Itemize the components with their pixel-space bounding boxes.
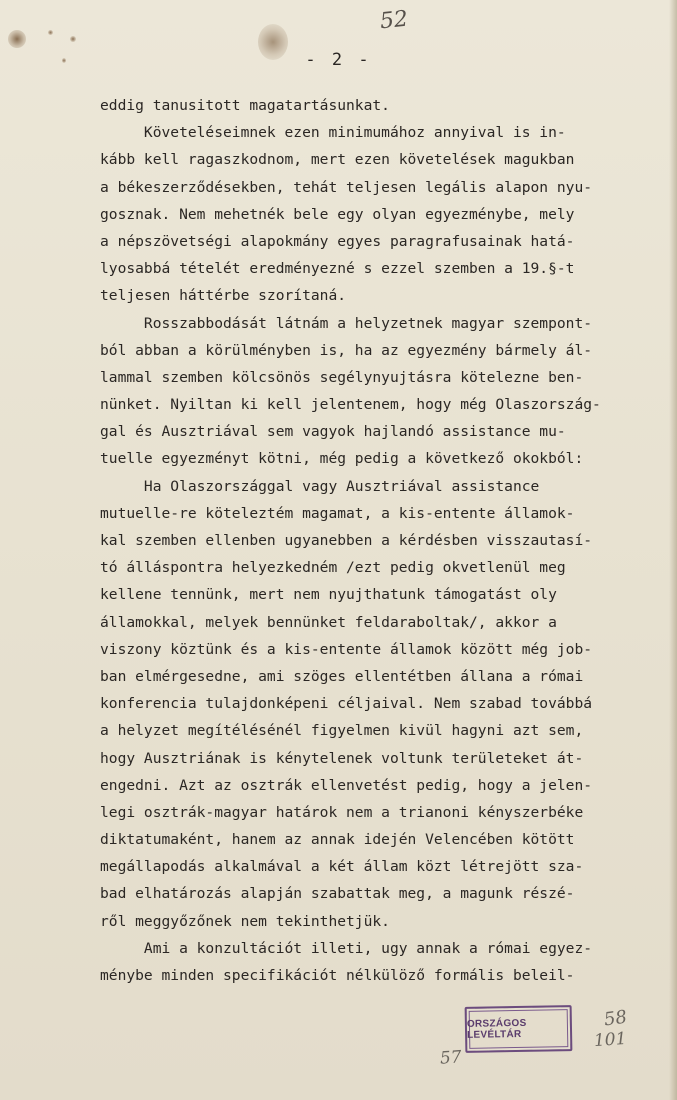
- text-line: megállapodás alkalmával a két állam közt létrejött sza-: [100, 858, 584, 876]
- text-line: államokkal, melyek bennünket feldaraboltak/, akkor a: [100, 613, 557, 631]
- text-line: lammal szemben kölcsönös segélynyujtásra kötelezne ben-: [100, 368, 584, 386]
- text-line: tó álláspontra helyezkedném /ezt pedig okvetlenül meg: [100, 559, 566, 577]
- text-line: gal és Ausztriával sem vagyok hajlandó assistance mu-: [100, 423, 566, 441]
- text-line: lyosabbá tételét eredményezné s ezzel szemben a 19.§-t: [100, 260, 575, 278]
- pencil-folio-bottom: 57: [439, 1047, 463, 1069]
- text-line: Ami a konzultációt illeti, ugy annak a római egyez-: [100, 939, 593, 957]
- text-line: viszony köztünk és a kis-entente államok között még job-: [100, 640, 593, 658]
- text-line: ről meggyőzőnek nem tekinthetjük.: [100, 912, 390, 930]
- text-line: konferencia tulajdonképeni céljaival. Nem szabad továbbá: [100, 695, 593, 713]
- text-line: kább kell ragaszkodnom, mert ezen követelések magukban: [100, 151, 575, 169]
- page-edge-shadow: [669, 0, 677, 1100]
- text-line: ménybe minden specifikációt nélkülöző formális beleil-: [100, 967, 575, 984]
- typewritten-body: [100, 92, 670, 989]
- text-line: kal szemben ellenben ugyanebben a kérdésben visszautasí-: [100, 532, 593, 549]
- binder-hole-mark: [8, 30, 26, 48]
- archive-stamp: ORSZÁGOS LEVÉLTÁR: [465, 1005, 573, 1053]
- text-line: a helyzet megítélésénél figyelmen kivül hagyni azt sem,: [100, 722, 584, 740]
- speck-mark: [48, 30, 53, 35]
- text-line: teljesen háttérbe szorítaná.: [100, 287, 347, 305]
- text-line: eddig tanusitott magatartásunkat.: [100, 97, 390, 114]
- pencil-folio-upper: 58: [602, 1006, 629, 1031]
- text-line: mutuelle-re köteleztém magamat, a kis-entente államok-: [100, 504, 575, 522]
- text-line: nünket. Nyiltan ki kell jelentenem, hogy még Olaszország-: [100, 396, 601, 414]
- text-line: diktatumaként, hanem az annak idején Velencében kötött: [100, 831, 575, 849]
- speck-mark: [70, 36, 76, 42]
- text-line: Rosszabbodását látnám a helyzetnek magyar szempont-: [100, 314, 593, 332]
- text-line: tuelle egyezményt kötni, még pedig a következő okokból:: [100, 450, 584, 468]
- text-line: gosznak. Nem mehetnék bele egy olyan egyezménybe, mely: [100, 205, 575, 223]
- text-line: hogy Ausztriának is kénytelenek voltunk területeket át-: [100, 749, 584, 767]
- text-line: a népszövetségi alapokmány egyes paragrafusainak hatá-: [100, 232, 575, 250]
- pencil-folio-lower: 101: [593, 1028, 628, 1052]
- text-line: Ha Olaszországgal vagy Ausztriával assistance: [100, 477, 540, 495]
- text-line: Követeléseimnek ezen minimumához annyival is in-: [100, 124, 566, 142]
- text-line: kellene tennünk, mert nem nyujthatunk támogatást oly: [100, 586, 557, 604]
- text-line: bad elhatározás alapján szabattak meg, a magunk részé-: [100, 885, 575, 903]
- text-line: engedni. Azt az osztrák ellenvetést pedig, hogy a jelen-: [100, 776, 593, 794]
- text-line: ban elmérgesedne, ami szöges ellentétben állana a római: [100, 667, 584, 685]
- text-line: legi osztrák-magyar határok nem a trianoni kényszerbéke: [100, 803, 584, 821]
- text-line: a békeszerződésekben, tehát teljesen legális alapon nyu-: [100, 178, 593, 196]
- text-line: ból abban a körülményben is, ha az egyezmény bármely ál-: [100, 341, 593, 359]
- folio-pencil-number: 52: [378, 6, 410, 35]
- page-number: - 2 -: [305, 50, 372, 70]
